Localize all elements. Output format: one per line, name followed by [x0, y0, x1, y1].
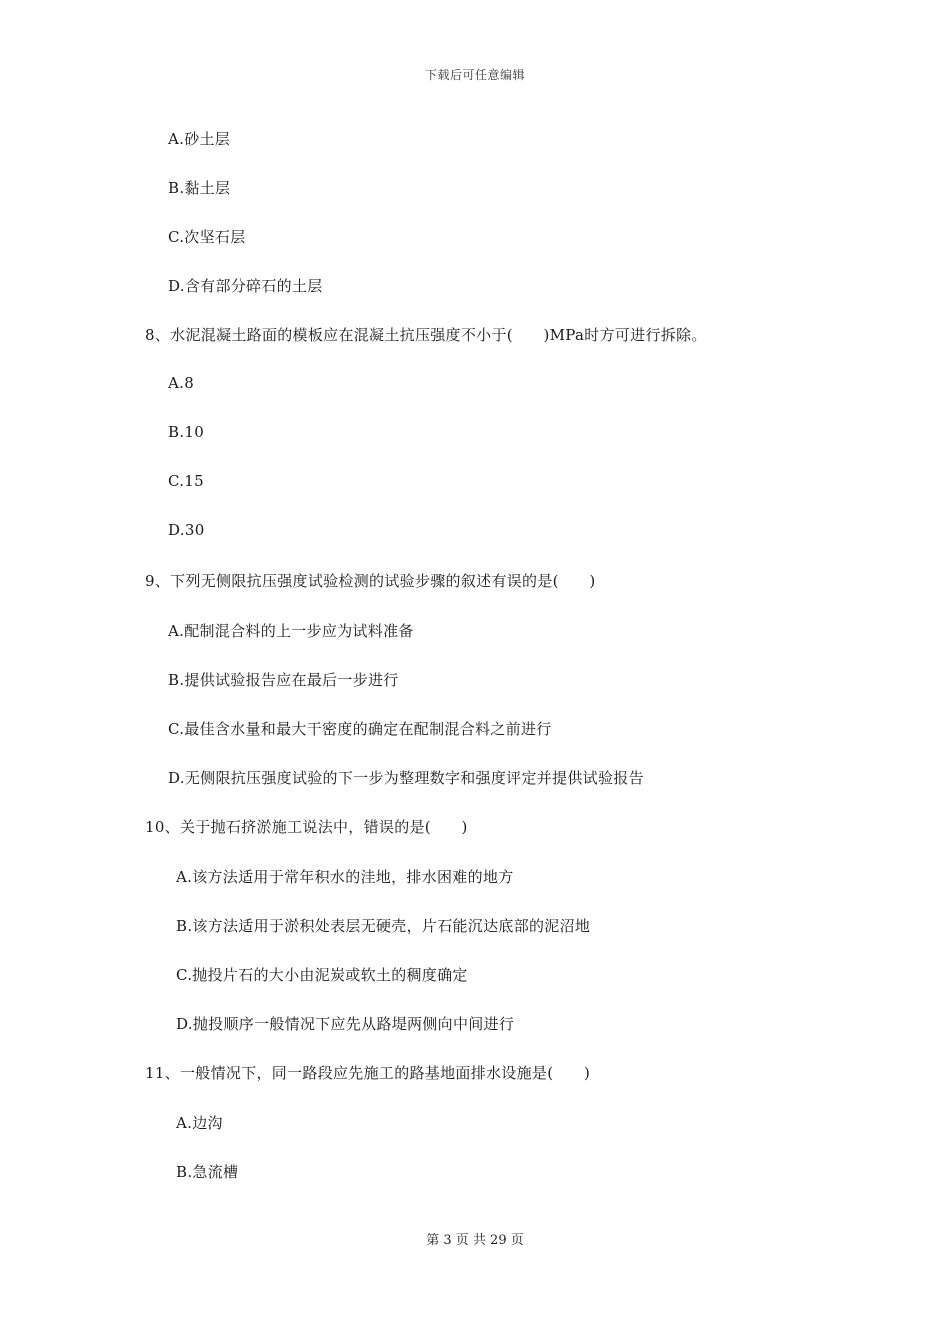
option-b: B.10 [168, 423, 205, 441]
option-d: D.含有部分碎石的土层 [168, 277, 323, 295]
question-stem: 10、关于抛石挤淤施工说法中，错误的是( ) [145, 818, 468, 836]
option-b: B.提供试验报告应在最后一步进行 [168, 671, 399, 689]
option-d: D.无侧限抗压强度试验的下一步为整理数字和强度评定并提供试验报告 [168, 769, 644, 787]
option-d: D.30 [168, 521, 205, 539]
option-a: A.8 [168, 374, 195, 392]
option-c: C.15 [168, 472, 204, 490]
question-stem: 9、下列无侧限抗压强度试验检测的试验步骤的叙述有误的是( ) [145, 572, 596, 590]
option-c: C.抛投片石的大小由泥炭或软土的稠度确定 [176, 966, 468, 984]
option-c: C.次坚石层 [168, 228, 246, 246]
option-a: A.配制混合料的上一步应为试料准备 [168, 622, 414, 640]
page-number: 第 3 页 共 29 页 [426, 1233, 524, 1248]
option-a: A.边沟 [176, 1114, 223, 1132]
option-b: B.黏土层 [168, 179, 231, 197]
option-b: B.该方法适用于淤积处表层无硬壳，片石能沉达底部的泥沼地 [176, 917, 591, 935]
question-stem: 11、一般情况下，同一路段应先施工的路基地面排水设施是( ) [145, 1064, 591, 1082]
option-c: C.最佳含水量和最大干密度的确定在配制混合料之前进行 [168, 720, 552, 738]
page-header: 下载后可任意编辑 [424, 68, 525, 82]
option-d: D.抛投顺序一般情况下应先从路堤两侧向中间进行 [176, 1015, 515, 1033]
option-a: A.该方法适用于常年积水的洼地，排水困难的地方 [176, 868, 514, 886]
option-a: A.砂土层 [168, 130, 231, 148]
question-stem: 8、水泥混凝土路面的模板应在混凝土抗压强度不小于( )MPa时方可进行拆除。 [145, 326, 707, 344]
option-b: B.急流槽 [176, 1163, 239, 1181]
